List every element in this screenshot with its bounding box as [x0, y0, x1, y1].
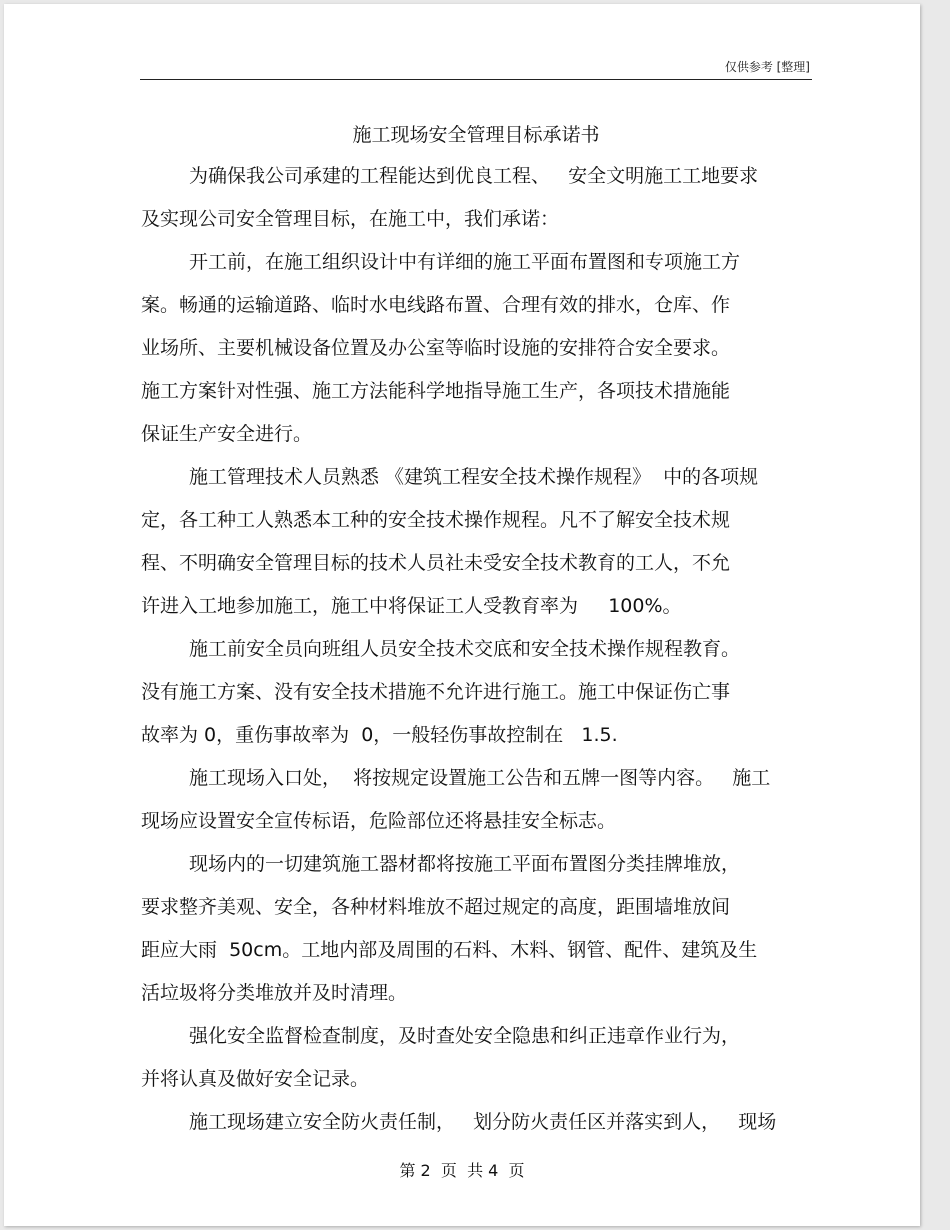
body-line: 施工管理技术人员熟悉 《建筑工程安全技术操作规程》 中的各项规	[189, 466, 759, 488]
header-note: 仅供参考 [整理]	[724, 60, 810, 74]
header-divider	[140, 79, 812, 80]
document-title: 施工现场安全管理目标承诺书	[352, 124, 600, 146]
body-line: 案。畅通的运输道路、临时水电线路布置、合理有效的排水，仓库、作	[141, 294, 731, 316]
body-line: 保证生产安全进行。	[141, 423, 313, 445]
body-line: 距应大雨 50cm。工地内部及周围的石料、木料、钢管、配件、建筑及生	[141, 939, 758, 961]
body-line: 施工现场建立安全防火责任制， 划分防火责任区并落实到人， 现场	[189, 1111, 777, 1133]
body-line: 程、不明确安全管理目标的技术人员社未受安全技术教育的工人，不允	[141, 552, 731, 574]
body-line: 开工前，在施工组织设计中有详细的施工平面布置图和专项施工方	[189, 251, 741, 273]
body-line: 要求整齐美观、安全，各种材料堆放不超过规定的高度，距围墙堆放间	[141, 896, 731, 918]
body-line: 强化安全监督检查制度，及时查处安全隐患和纠正违章作业行为，	[189, 1025, 741, 1047]
document-page	[4, 4, 920, 1226]
body-line: 施工方案针对性强、施工方法能科学地指导施工生产，各项技术措施能	[141, 380, 731, 402]
body-line: 现场内的一切建筑施工器材都将按施工平面布置图分类挂牌堆放，	[189, 853, 741, 875]
page-number-footer: 第 2 页 共 4 页	[399, 1161, 525, 1180]
body-line: 施工前安全员向班组人员安全技术交底和安全技术操作规程教育。	[189, 638, 741, 660]
body-line: 并将认真及做好安全记录。	[141, 1068, 370, 1090]
body-line: 没有施工方案、没有安全技术措施不允许进行施工。施工中保证伤亡事	[141, 681, 731, 703]
body-line: 活垃圾将分类堆放并及时清理。	[141, 982, 408, 1004]
body-line: 为确保我公司承建的工程能达到优良工程、 安全文明施工工地要求	[189, 165, 759, 187]
body-line: 故率为 0，重伤事故率为 0，一般轻伤事故控制在 1.5.	[141, 724, 618, 746]
body-line: 业场所、主要机械设备位置及办公室等临时设施的安排符合安全要求。	[141, 337, 731, 359]
body-line: 施工现场入口处， 将按规定设置施工公告和五牌一图等内容。 施工	[189, 767, 771, 789]
body-line: 现场应设置安全宣传标语，危险部位还将悬挂安全标志。	[141, 810, 617, 832]
body-line: 及实现公司安全管理目标，在施工中，我们承诺：	[141, 208, 560, 230]
body-line: 定，各工种工人熟悉本工种的安全技术操作规程。凡不了解安全技术规	[141, 509, 731, 531]
body-line: 许进入工地参加施工，施工中将保证工人受教育率为 100%。	[141, 595, 682, 617]
